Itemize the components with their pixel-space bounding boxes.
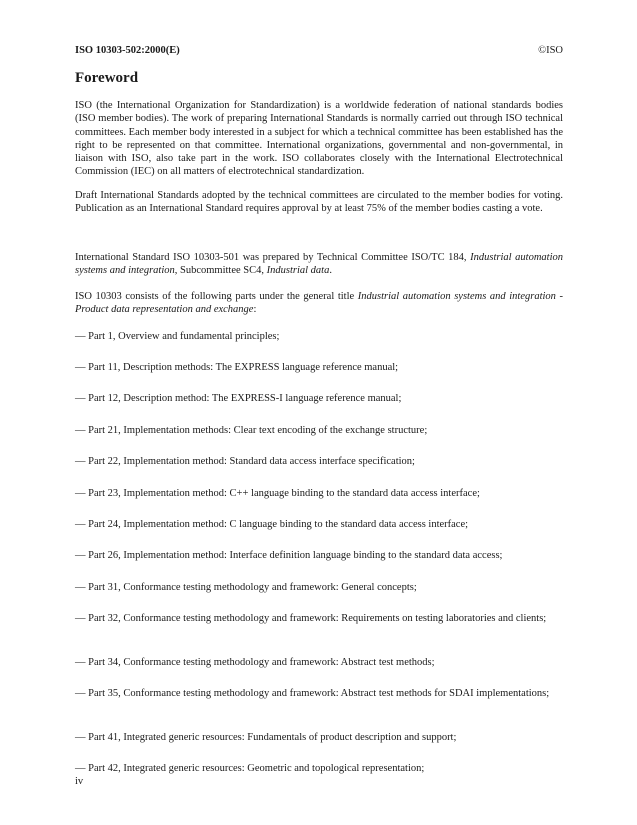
list-item-part-32: — Part 32, Conformance testing methodology and framework: Requirements on testing laboratories and clients;: [75, 613, 547, 624]
list-item-part-23: — Part 23, Implementation method: C++ language binding to the standard data access interface;: [75, 488, 480, 499]
list-item-part-26: — Part 26, Implementation method: Interface definition language binding to the standard data access;: [75, 550, 503, 561]
list-item-part-21: — Part 21, Implementation methods: Clear text encoding of the exchange structure;: [75, 425, 428, 436]
paragraph-iso-intro: ISO (the International Organization for Standardization) is a worldwide federation of national standards bodies (ISO member bodies). The work of preparing International Standards is normally carried out through ISO technical committees. Each member body interested in a subject for which a technical committee has been established has the right to be represented on that committee. International organizations, governmental and non-governmental, in liaison with ISO, also take part in the work. ISO collaborates closely with the International Electrotechnical Commission (IEC) on all matters of electrotechnical standardization.: [75, 100, 563, 178]
page-number: iv: [75, 776, 84, 787]
list-item-part-42: — Part 42, Integrated generic resources: Geometric and topological representation;: [75, 763, 425, 774]
list-item-part-41: — Part 41, Integrated generic resources: Fundamentals of product description and support;: [75, 732, 457, 743]
list-item-part-12: — Part 12, Description method: The EXPRESS-I language reference manual;: [75, 393, 402, 404]
section-title: Foreword: [75, 70, 139, 86]
copyright-mark: ©ISO: [538, 45, 563, 56]
paragraph-prepared-by: International Standard ISO 10303-501 was prepared by Technical Committee ISO/TC 184, Industrial automation systems and integration, Subcommittee SC4, Industrial data.: [75, 252, 563, 277]
list-item-part-35: — Part 35, Conformance testing methodology and framework: Abstract test methods for SDAI implementations;: [75, 688, 550, 699]
list-item-part-1: — Part 1, Overview and fundamental principles;: [75, 331, 280, 342]
document-id: ISO 10303-502:2000(E): [75, 45, 180, 56]
list-item-part-34: — Part 34, Conformance testing methodology and framework: Abstract test methods;: [75, 657, 435, 668]
list-item-part-31: — Part 31, Conformance testing methodology and framework: General concepts;: [75, 582, 417, 593]
list-item-part-24: — Part 24, Implementation method: C language binding to the standard data access interface;: [75, 519, 469, 530]
paragraph-parts-intro: ISO 10303 consists of the following parts under the general title Industrial automation systems and integration - Product data representation and exchange:: [75, 291, 563, 316]
list-item-part-11: — Part 11, Description methods: The EXPRESS language reference manual;: [75, 362, 399, 373]
paragraph-draft-standards: Draft International Standards adopted by the technical committees are circulated to the member bodies for voting. Publication as an International Standard requires approval by at least 75% of the member bodies casting a vote.: [75, 190, 563, 215]
list-item-part-22: — Part 22, Implementation method: Standard data access interface specification;: [75, 456, 415, 467]
